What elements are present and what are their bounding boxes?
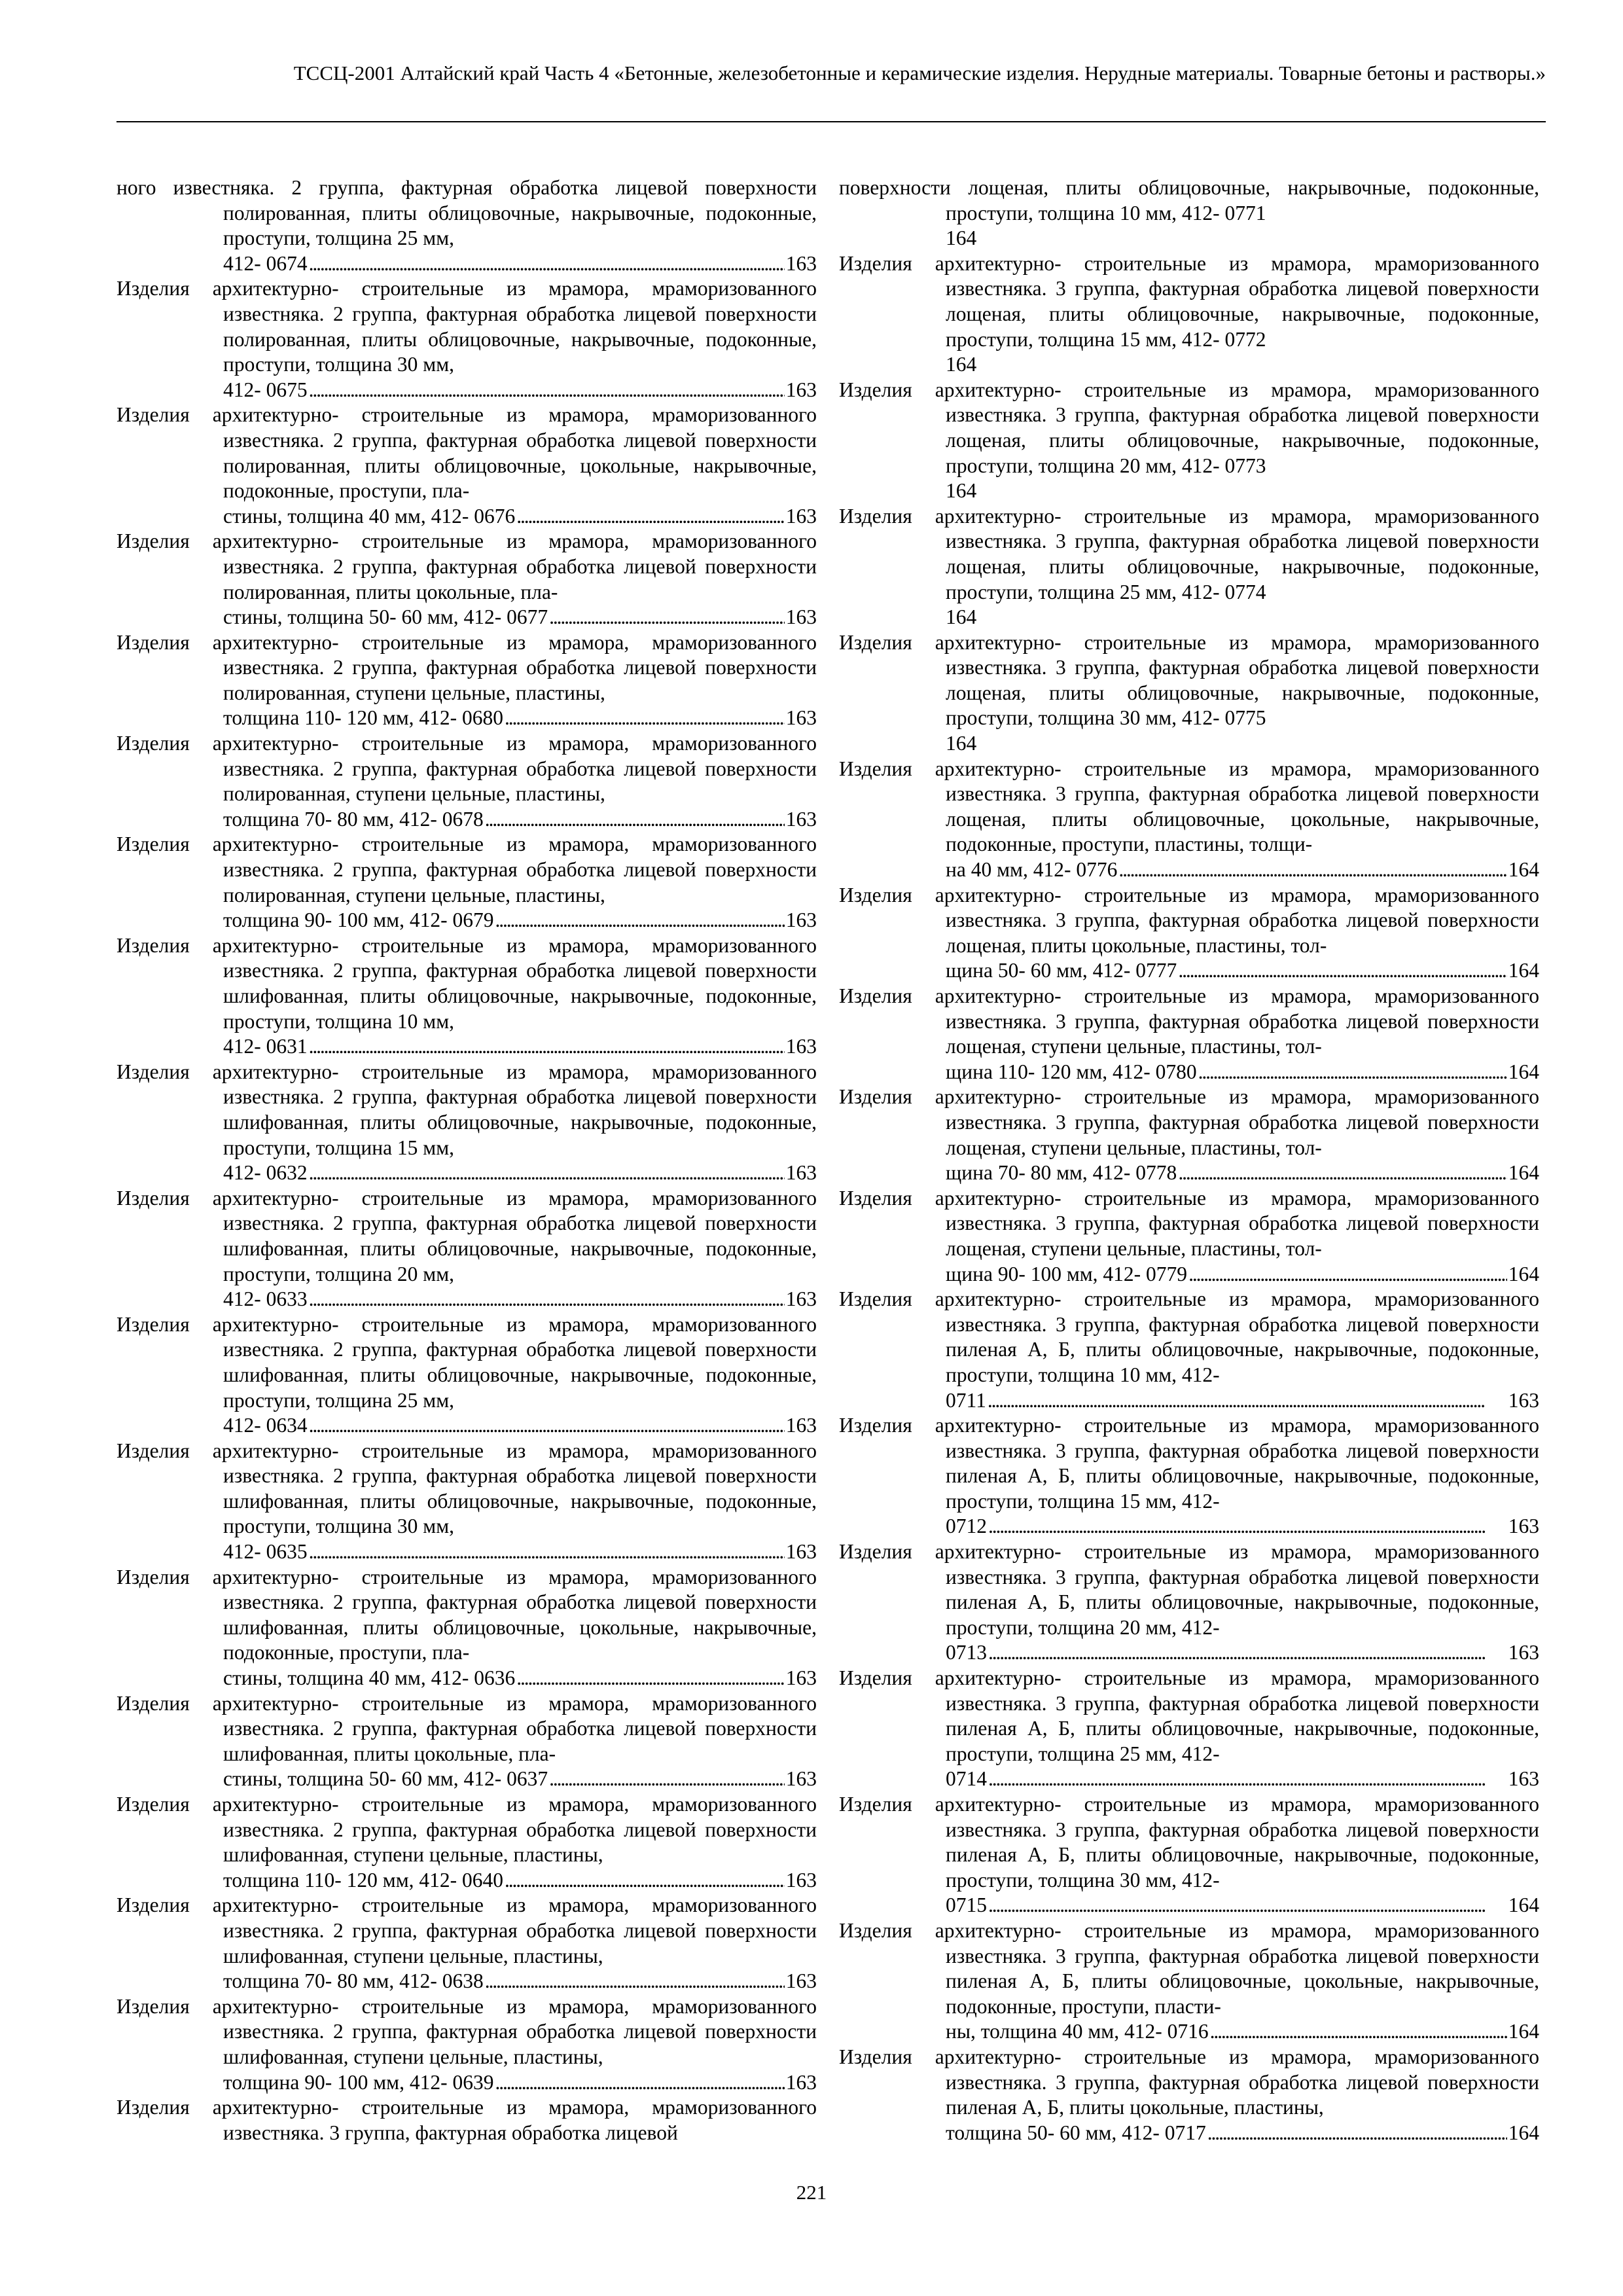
dot-leader <box>1178 1160 1507 1186</box>
index-entry <box>839 251 1539 378</box>
entry-text: архитектурно- строительные из мрамора, мраморизованного известняка. 3 группа, фактурная обработка лицевой поверхности лощеная, ступени цельные, пластины, тол- <box>935 984 1539 1058</box>
entry-code: щина 110- 120 мм, 412- 0780 <box>946 1060 1197 1083</box>
entry-leader-line <box>223 1287 817 1312</box>
entry-text: архитектурно- строительные из мрамора, мраморизованного известняка. 3 группа, фактурная обработка лицевой поверхности лощеная, плиты облицовочные, накрывочные, подоконные, проступи, толщина 20 мм, 412- 0773 <box>935 378 1539 477</box>
header-rule <box>116 121 1546 122</box>
index-column-left <box>116 175 817 2145</box>
entry-label: Изделия <box>839 1918 912 1942</box>
entry-code: толщина 50- 60 мм, 412- 0717 <box>946 2121 1206 2144</box>
entry-page-ref: 163 <box>785 1868 817 1892</box>
entry-page-ref: 163 <box>785 1414 817 1437</box>
index-entry <box>839 1287 1539 1413</box>
entry-text: архитектурно- строительные из мрамора, мраморизованного известняка. 2 группа, фактурная обработка лицевой поверхности шлифованная, ступени цельные, пластины, <box>212 1793 817 1867</box>
entry-text: архитектурно- строительные из мрамора, мраморизованного известняка. 3 группа, фактурная обработка лицевой <box>212 2096 817 2144</box>
entry-leader-line <box>223 807 817 833</box>
entry-code: 0714 <box>946 1767 987 1791</box>
entry-text: архитектурно- строительные из мрамора, мраморизованного известняка. 2 группа, фактурная обработка лицевой поверхности полированная, ступени цельные, пластины, <box>212 732 817 806</box>
index-entry <box>116 276 817 403</box>
index-entry <box>839 2045 1539 2145</box>
dot-leader <box>309 1539 785 1565</box>
index-entry <box>839 1413 1539 1539</box>
entry-text: архитектурно- строительные из мрамора, мраморизованного известняка. 2 группа, фактурная обработка лицевой поверхности шлифованная, плиты облицовочные, накрывочные, подоконные, проступи, толщина 25 мм, <box>212 1312 817 1412</box>
entry-code: щина 50- 60 мм, 412- 0777 <box>946 959 1177 982</box>
entry-label: Изделия <box>116 1312 190 1336</box>
entry-label: Изделия <box>839 1287 912 1311</box>
entry-leader-line <box>946 2121 1539 2146</box>
entry-text: архитектурно- строительные из мрамора, мраморизованного известняка. 3 группа, фактурная обработка лицевой поверхности лощеная, плиты облицовочные, накрывочные, подоконные, проступи, толщина 30 мм, 412- 0775 <box>935 630 1539 730</box>
entry-page-ref: 163 <box>785 1666 817 1690</box>
entry-page-ref: 163 <box>785 378 817 401</box>
index-entry <box>116 1893 817 1994</box>
entry-text: архитектурно- строительные из мрамора, мраморизованного известняка. 3 группа, фактурная обработка лицевой поверхности пиленая А, Б, плиты облицовочные, накрывочные, подоконные, проступи, толщина 15 мм, 412- <box>935 1414 1539 1513</box>
dot-leader <box>988 1893 1507 1918</box>
entry-page-ref: 164 <box>1508 959 1539 982</box>
entry-page-ref: 163 <box>1508 1388 1539 1412</box>
entry-code: стины, толщина 40 мм, 412- 0676 <box>223 504 516 528</box>
entry-page-ref: 164 <box>946 479 977 503</box>
entry-text: архитектурно- строительные из мрамора, мраморизованного известняка. 2 группа, фактурная обработка лицевой поверхности шлифованная, плиты облицовочные, накрывочные, подоконные, проступи, толщина 30 мм, <box>212 1439 817 1538</box>
dot-leader <box>309 378 785 403</box>
entry-code: стины, толщина 50- 60 мм, 412- 0677 <box>223 605 548 629</box>
entry-code: щина 70- 80 мм, 412- 0778 <box>946 1161 1177 1185</box>
entry-page-ref: 164 <box>946 605 977 629</box>
dot-leader <box>309 1287 785 1312</box>
entry-text: архитектурно- строительные из мрамора, мраморизованного известняка. 3 группа, фактурная обработка лицевой поверхности лощеная, плиты облицовочные, накрывочные, подоконные, проступи, толщина 25 мм, 412- 0774 <box>935 504 1539 603</box>
entry-text: архитектурно- строительные из мрамора, мраморизованного известняка. 2 группа, фактурная обработка лицевой поверхности шлифованная, плиты облицовочные, накрывочные, подоконные, проступи, толщина 10 мм, <box>212 933 817 1033</box>
entry-code: 412- 0631 <box>223 1035 308 1058</box>
index-entry <box>116 1691 817 1792</box>
dot-leader <box>495 2070 784 2096</box>
entry-code: 0711 <box>946 1388 986 1412</box>
entry-label: Изделия <box>839 1540 912 1564</box>
entry-code: толщина 110- 120 мм, 412- 0680 <box>223 706 504 730</box>
entry-text: ного известняка. 2 группа, фактурная обработка лицевой поверхности полированная, плиты облицовочные, накрывочные, подоконные, проступи, толщина 25 мм, <box>116 176 817 250</box>
entry-text: архитектурно- строительные из мрамора, мраморизованного известняка. 3 группа, фактурная обработка лицевой поверхности лощеная, плиты облицовочные, накрывочные, подоконные, проступи, толщина 15 мм, 412- 0772 <box>935 251 1539 351</box>
index-entry <box>116 731 817 832</box>
entry-code: 412- 0675 <box>223 378 308 401</box>
entry-text: архитектурно- строительные из мрамора, мраморизованного известняка. 3 группа, фактурная обработка лицевой поверхности пиленая А, Б, плиты облицовочные, цокольные, накрывочные, подоконные, проступи, пласти- <box>935 1918 1539 2018</box>
entry-text: архитектурно- строительные из мрамора, мраморизованного известняка. 3 группа, фактурная обработка лицевой поверхности лощеная, плиты цокольные, пластины, тол- <box>935 883 1539 957</box>
entry-code: стины, толщина 40 мм, 412- 0636 <box>223 1666 516 1690</box>
index-entry <box>116 1565 817 1691</box>
entry-code: толщина 90- 100 мм, 412- 0639 <box>223 2070 494 2094</box>
index-entry <box>116 630 817 731</box>
entry-leader-line <box>223 605 817 630</box>
entry-text: архитектурно- строительные из мрамора, мраморизованного известняка. 3 группа, фактурная обработка лицевой поверхности лощеная, плиты облицовочные, цокольные, накрывочные, подоконные, проступи, пластины, толщи- <box>935 757 1539 856</box>
entry-page-ref: 164 <box>1508 858 1539 882</box>
dot-leader <box>1210 2019 1507 2045</box>
entry-label: Изделия <box>839 630 912 654</box>
entry-text: архитектурно- строительные из мрамора, мраморизованного известняка. 3 группа, фактурная обработка лицевой поверхности лощеная, ступени цельные, пластины, тол- <box>935 1186 1539 1260</box>
entry-page-ref: 163 <box>1508 1767 1539 1791</box>
entry-page-ref: 163 <box>785 251 817 275</box>
entry-page-ref: 163 <box>1508 1641 1539 1664</box>
index-entry <box>116 1792 817 1893</box>
index-entry <box>839 175 1539 251</box>
entry-code: ны, толщина 40 мм, 412- 0716 <box>946 2020 1209 2043</box>
index-entry <box>839 378 1539 504</box>
index-entry <box>116 1060 817 1186</box>
entry-page-ref: 164 <box>946 353 977 376</box>
entry-label: Изделия <box>116 1186 190 1210</box>
dot-leader <box>495 908 784 933</box>
entry-page-ref: 163 <box>785 908 817 932</box>
entry-text: архитектурно- строительные из мрамора, мраморизованного известняка. 2 группа, фактурная обработка лицевой поверхности шлифованная, плиты цокольные, пла- <box>212 1691 817 1765</box>
entry-leader-line <box>946 1767 1539 1792</box>
entry-text: поверхности лощеная, плиты облицовочные, накрывочные, подоконные, проступи, толщина 10 мм, 412- 0771 <box>839 176 1539 224</box>
entry-leader-line <box>223 2070 817 2096</box>
index-entry <box>116 529 817 630</box>
index-column-right <box>839 175 1539 2145</box>
index-entry <box>839 883 1539 984</box>
entry-text: архитектурно- строительные из мрамора, мраморизованного известняка. 2 группа, фактурная обработка лицевой поверхности полированная, ступени цельные, пластины, <box>212 833 817 906</box>
entry-label: Изделия <box>839 504 912 528</box>
entry-text: архитектурно- строительные из мрамора, мраморизованного известняка. 2 группа, фактурная обработка лицевой поверхности шлифованная, плиты облицовочные, накрывочные, подоконные, проступи, толщина 15 мм, <box>212 1060 817 1159</box>
entry-leader-line <box>946 1893 1539 1918</box>
entry-code: толщина 70- 80 мм, 412- 0638 <box>223 1969 484 1993</box>
entry-leader-line <box>946 857 1539 883</box>
entry-text: архитектурно- строительные из мрамора, мраморизованного известняка. 3 группа, фактурная обработка лицевой поверхности пиленая А, Б, плиты облицовочные, накрывочные, подоконные, проступи, толщина 20 мм, 412- <box>935 1540 1539 1639</box>
entry-leader-line <box>223 1969 817 1994</box>
entry-text: архитектурно- строительные из мрамора, мраморизованного известняка. 2 группа, фактурная обработка лицевой поверхности шлифованная, плиты облицовочные, цокольные, накрывочные, подоконные, проступи, пла- <box>212 1565 817 1664</box>
entry-page-ref: 164 <box>1508 1893 1539 1917</box>
entry-leader-line <box>946 2019 1539 2045</box>
entry-text: архитектурно- строительные из мрамора, мраморизованного известняка. 2 группа, фактурная обработка лицевой поверхности полированная, плиты цокольные, пла- <box>212 529 817 603</box>
index-entry <box>116 832 817 933</box>
dot-leader <box>309 251 785 277</box>
entry-page-ref: 164 <box>1508 1060 1539 1083</box>
entry-leader-line <box>946 1514 1539 1539</box>
entry-label: Изделия <box>839 1666 912 1690</box>
entry-leader-line <box>223 706 817 731</box>
entry-leader-line <box>223 378 817 403</box>
entry-label: Изделия <box>116 1565 190 1588</box>
entry-text: архитектурно- строительные из мрамора, мраморизованного известняка. 3 группа, фактурная обработка лицевой поверхности пиленая А, Б, плиты облицовочные, накрывочные, подоконные, проступи, толщина 10 мм, 412- <box>935 1287 1539 1386</box>
entry-text: архитектурно- строительные из мрамора, мраморизованного известняка. 2 группа, фактурная обработка лицевой поверхности шлифованная, плиты облицовочные, накрывочные, подоконные, проступи, толщина 20 мм, <box>212 1186 817 1285</box>
page-number: 221 <box>796 2181 827 2204</box>
entry-leader-line <box>946 1640 1539 1666</box>
dot-leader <box>309 1034 785 1060</box>
entry-code: щина 90- 100 мм, 412- 0779 <box>946 1262 1188 1285</box>
entry-page-ref: 163 <box>785 504 817 528</box>
entry-text: архитектурно- строительные из мрамора, мраморизованного известняка. 2 группа, фактурная обработка лицевой поверхности полированная, плиты облицовочные, накрывочные, подоконные, проступи, толщина 30 мм, <box>212 277 817 376</box>
dot-leader <box>485 1969 785 1994</box>
entry-page-ref: 164 <box>1508 2020 1539 2043</box>
dot-leader <box>1118 857 1507 883</box>
dot-leader <box>988 1640 1507 1666</box>
entry-leader-line <box>946 1060 1539 1085</box>
entry-page-ref: 164 <box>946 226 977 250</box>
entry-code: 412- 0632 <box>223 1161 308 1185</box>
entry-leader-line <box>223 908 817 933</box>
running-header: ТССЦ-2001 Алтайский край Часть 4 «Бетонные, железобетонные и керамические изделия. Нерудные материалы. Товарные бетоны и растворы.» <box>293 62 1546 84</box>
entry-leader-line <box>223 1160 817 1186</box>
entry-page-ref: 163 <box>785 1767 817 1791</box>
entry-page-ref: 163 <box>785 1540 817 1564</box>
index-entry <box>116 1312 817 1439</box>
entry-text: архитектурно- строительные из мрамора, мраморизованного известняка. 3 группа, фактурная обработка лицевой поверхности пиленая А, Б, плиты облицовочные, накрывочные, подоконные, проступи, толщина 30 мм, 412- <box>935 1793 1539 1892</box>
entry-leader-line <box>223 1868 817 1893</box>
entry-code: 0713 <box>946 1641 987 1664</box>
index-entry <box>116 933 817 1060</box>
entry-page-ref: 163 <box>785 807 817 831</box>
dot-leader <box>549 1767 785 1792</box>
entry-label: Изделия <box>116 833 190 856</box>
entry-label: Изделия <box>116 1994 190 2018</box>
entry-text: архитектурно- строительные из мрамора, мраморизованного известняка. 3 группа, фактурная обработка лицевой поверхности пиленая А, Б, плиты облицовочные, накрывочные, подоконные, проступи, толщина 25 мм, 412- <box>935 1666 1539 1765</box>
entry-label: Изделия <box>116 2096 190 2119</box>
dot-leader <box>516 1666 785 1691</box>
entry-page-ref: 164 <box>1508 2121 1539 2144</box>
entry-label: Изделия <box>839 1414 912 1437</box>
entry-page-ref: 163 <box>785 605 817 629</box>
entry-label: Изделия <box>116 1060 190 1083</box>
index-entry <box>839 504 1539 630</box>
dot-leader <box>309 1160 785 1186</box>
entry-code: толщина 90- 100 мм, 412- 0679 <box>223 908 494 932</box>
entry-code: на 40 мм, 412- 0776 <box>946 858 1118 882</box>
entry-page-ref: 164 <box>1508 1161 1539 1185</box>
entry-text: архитектурно- строительные из мрамора, мраморизованного известняка. 2 группа, фактурная обработка лицевой поверхности шлифованная, ступени цельные, пластины, <box>212 1994 817 2068</box>
entry-label: Изделия <box>116 630 190 654</box>
entry-leader-line <box>946 1262 1539 1287</box>
entry-label: Изделия <box>839 378 912 401</box>
entry-text: архитектурно- строительные из мрамора, мраморизованного известняка. 2 группа, фактурная обработка лицевой поверхности шлифованная, ступени цельные, пластины, <box>212 1893 817 1967</box>
entry-text: архитектурно- строительные из мрамора, мраморизованного известняка. 2 группа, фактурная обработка лицевой поверхности полированная, плиты облицовочные, цокольные, накрывочные, подоконные, проступи, пла- <box>212 403 817 503</box>
index-entry <box>839 630 1539 757</box>
index-entry <box>116 1186 817 1312</box>
index-entry <box>116 2095 817 2145</box>
dot-leader <box>505 706 785 731</box>
entry-label: Изделия <box>839 1186 912 1210</box>
index-entry <box>116 1439 817 1565</box>
entry-leader-line <box>223 1034 817 1060</box>
entry-page-ref: 163 <box>785 706 817 730</box>
entry-page-ref: 163 <box>785 1035 817 1058</box>
entry-leader-line <box>223 1413 817 1439</box>
index-entry <box>839 984 1539 1085</box>
entry-code: 0712 <box>946 1515 987 1538</box>
entry-code: толщина 70- 80 мм, 412- 0678 <box>223 807 484 831</box>
entry-page-ref: 163 <box>785 2070 817 2094</box>
entry-label: Изделия <box>839 251 912 275</box>
entry-label: Изделия <box>116 529 190 553</box>
entry-label: Изделия <box>116 1691 190 1715</box>
entry-text: архитектурно- строительные из мрамора, мраморизованного известняка. 2 группа, фактурная обработка лицевой поверхности полированная, ступени цельные, пластины, <box>212 630 817 704</box>
entry-code: 412- 0635 <box>223 1540 308 1564</box>
entry-code: 0715 <box>946 1893 987 1917</box>
entry-code: 412- 0674 <box>223 251 308 275</box>
entry-leader-line <box>223 1767 817 1792</box>
entry-label: Изделия <box>116 732 190 755</box>
entry-label: Изделия <box>116 403 190 427</box>
entry-label: Изделия <box>116 1793 190 1816</box>
index-entry <box>839 1918 1539 2045</box>
dot-leader <box>485 807 785 833</box>
entry-leader-line <box>946 1160 1539 1186</box>
dot-leader <box>988 1514 1507 1539</box>
entry-label: Изделия <box>839 1793 912 1816</box>
index-entry <box>116 403 817 529</box>
entry-leader-line <box>223 1666 817 1691</box>
entry-page-ref: 163 <box>785 1969 817 1993</box>
entry-code: толщина 110- 120 мм, 412- 0640 <box>223 1868 504 1892</box>
entry-label: Изделия <box>116 1893 190 1917</box>
entry-label: Изделия <box>839 757 912 780</box>
entry-leader-line <box>946 958 1539 984</box>
entry-code: 412- 0634 <box>223 1414 308 1437</box>
dot-leader <box>516 504 785 529</box>
entry-page-ref: 164 <box>946 732 977 755</box>
entry-leader-line <box>223 1539 817 1565</box>
entry-page-ref: 164 <box>1508 1262 1539 1285</box>
index-entry <box>839 757 1539 883</box>
entry-code: стины, толщина 50- 60 мм, 412- 0637 <box>223 1767 548 1791</box>
dot-leader <box>1207 2121 1507 2146</box>
dot-leader <box>309 1413 785 1439</box>
dot-leader <box>1188 1262 1507 1287</box>
index-entry <box>116 175 817 276</box>
dot-leader <box>549 605 785 630</box>
entry-label: Изделия <box>839 984 912 1007</box>
entry-leader-line <box>946 1388 1539 1414</box>
entry-text: архитектурно- строительные из мрамора, мраморизованного известняка. 3 группа, фактурная обработка лицевой поверхности лощеная, ступени цельные, пластины, тол- <box>935 1085 1539 1159</box>
entry-text: архитектурно- строительные из мрамора, мраморизованного известняка. 3 группа, фактурная обработка лицевой поверхности пиленая А, Б, плиты цокольные, пластины, <box>935 2045 1539 2119</box>
dot-leader <box>1198 1060 1507 1085</box>
entry-leader-line <box>223 251 817 277</box>
index-entry <box>839 1666 1539 1792</box>
entry-code: 412- 0633 <box>223 1287 308 1311</box>
dot-leader <box>505 1868 785 1893</box>
entry-label: Изделия <box>839 2045 912 2068</box>
entry-label: Изделия <box>839 883 912 906</box>
index-entry <box>116 1994 817 2095</box>
dot-leader <box>1178 958 1507 984</box>
entry-leader-line <box>223 504 817 529</box>
index-entry <box>839 1539 1539 1666</box>
entry-page-ref: 163 <box>785 1287 817 1311</box>
entry-label: Изделия <box>116 277 190 300</box>
entry-label: Изделия <box>116 1439 190 1462</box>
entry-page-ref: 163 <box>785 1161 817 1185</box>
index-entry <box>839 1085 1539 1185</box>
entry-label: Изделия <box>116 933 190 957</box>
index-entry <box>839 1186 1539 1287</box>
index-entry <box>839 1792 1539 1918</box>
entry-label: Изделия <box>839 1085 912 1109</box>
entry-page-ref: 163 <box>1508 1515 1539 1538</box>
dot-leader <box>988 1388 1507 1414</box>
dot-leader <box>988 1767 1507 1792</box>
